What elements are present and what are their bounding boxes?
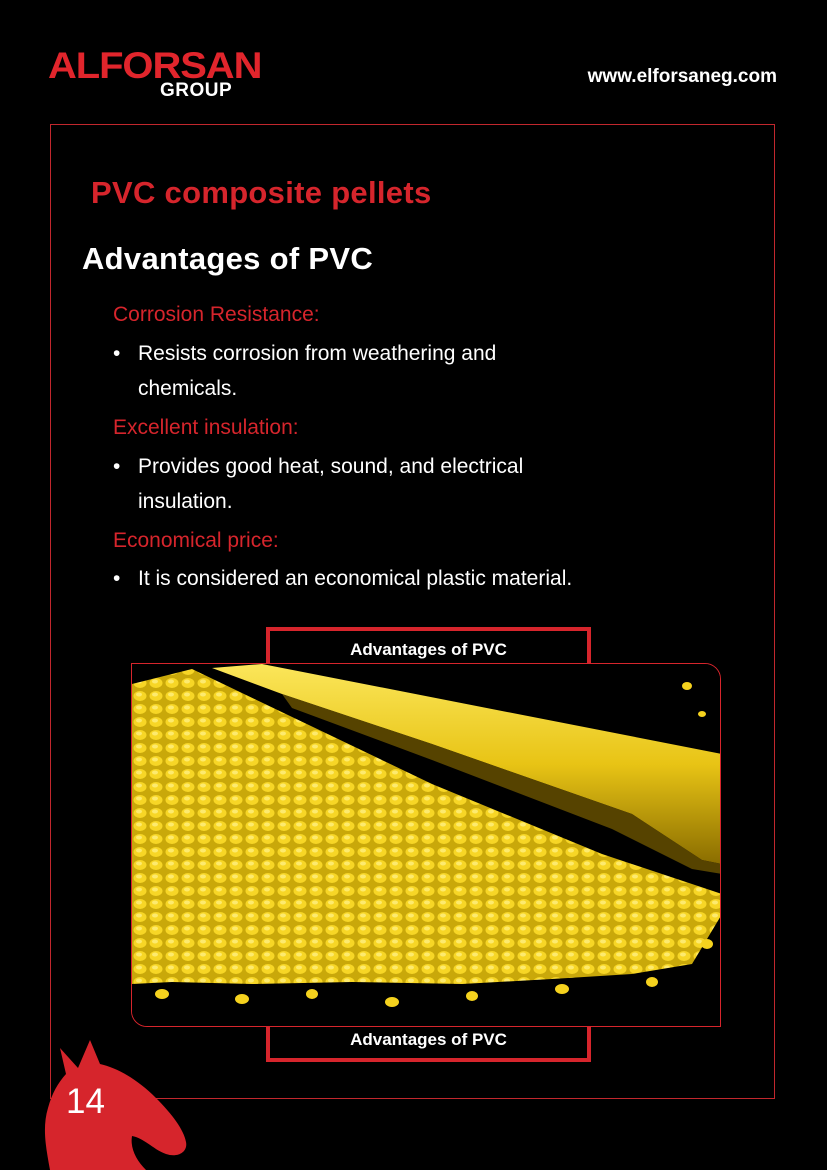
- advantage-heading-corrosion: Corrosion Resistance:: [113, 303, 320, 326]
- advantage-heading-insulation: Excellent insulation:: [113, 416, 299, 439]
- bullet-text-line-1: It is considered an economical plastic material.: [138, 567, 573, 590]
- page-number: 14: [66, 1082, 105, 1121]
- bullet-text-line-2: chemicals.: [138, 377, 238, 400]
- pellets-photo: [131, 663, 721, 1027]
- advantage-bullet-corrosion: [113, 336, 633, 406]
- bullet-marker: •: [113, 342, 121, 365]
- advantage-bullet-price: [113, 561, 673, 596]
- company-logo: [48, 45, 262, 103]
- figure-caption-top: [266, 627, 591, 667]
- advantage-heading-price: Economical price:: [113, 529, 279, 552]
- section-title: Advantages of PVC: [82, 241, 374, 276]
- logo-wordmark: ALFORSAN: [48, 45, 262, 86]
- website-url[interactable]: www.elforsaneg.com: [587, 66, 777, 87]
- caption-text-top: Advantages of PVC: [350, 640, 507, 659]
- horse-head-icon: [38, 1038, 188, 1170]
- yellow-pvc-pellets-photo: [132, 664, 721, 1027]
- figure-caption-bottom: [266, 1024, 591, 1062]
- logo-subtext: GROUP: [160, 80, 233, 101]
- bullet-marker: •: [113, 455, 121, 478]
- caption-text-bottom: Advantages of PVC: [350, 1030, 507, 1049]
- bullet-text-line-2: insulation.: [138, 490, 233, 513]
- advantage-bullet-insulation: [113, 449, 633, 519]
- bullet-text-line-1: Resists corrosion from weathering and: [138, 342, 497, 365]
- bullet-text-line-1: Provides good heat, sound, and electrical: [138, 455, 524, 478]
- bullet-marker: •: [113, 567, 121, 590]
- page-title: PVC composite pellets: [91, 175, 432, 210]
